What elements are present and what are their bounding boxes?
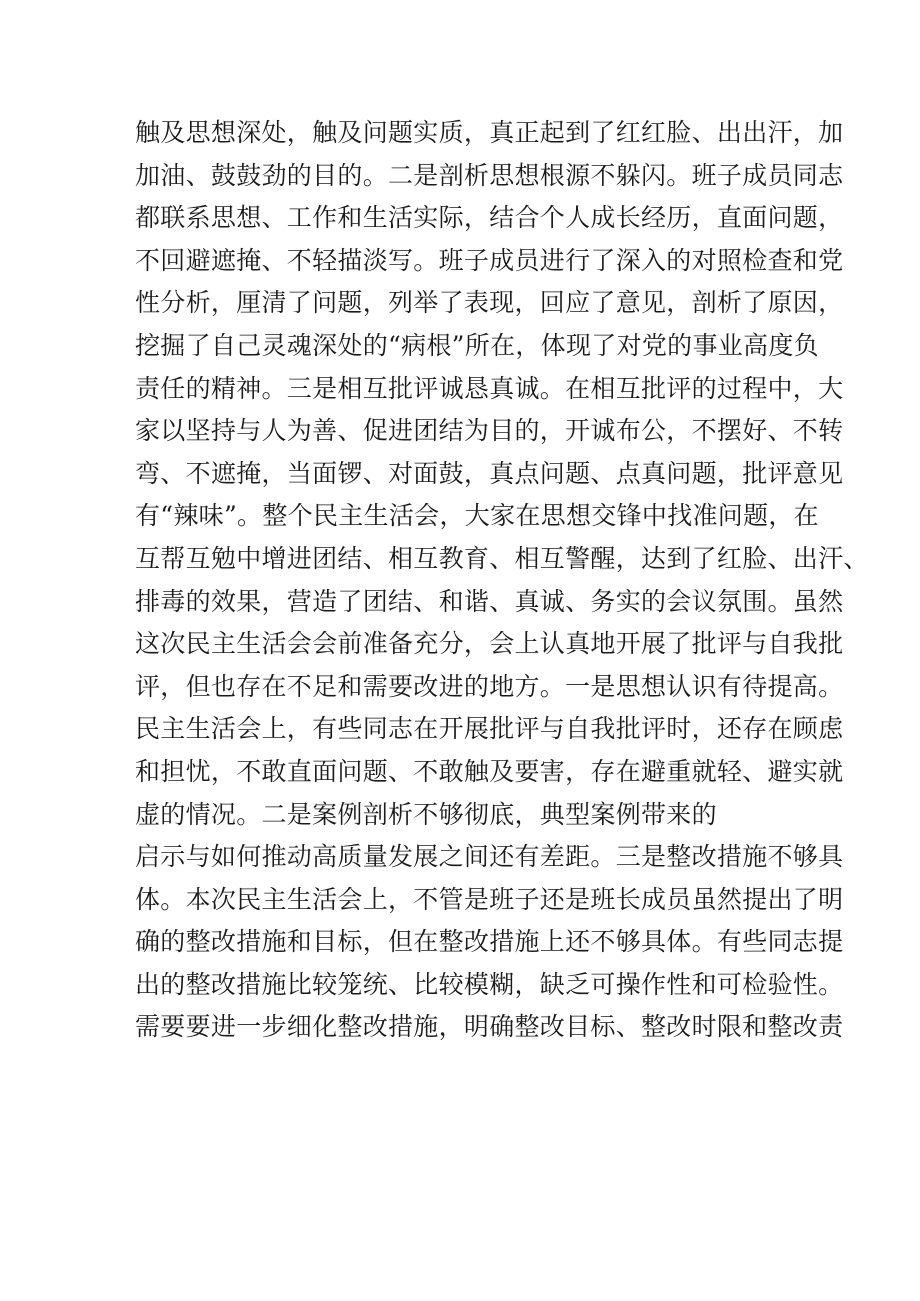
- text-line-17: 虚的情况。二是案例剖析不够彻底，典型案例带来的: [135, 799, 717, 829]
- text-line-1: 触及思想深处，触及问题实质，真正起到了红红脸、出出汗，加: [135, 118, 844, 147]
- text-line-5: 性分析，厘清了问题，列举了表现，回应了意见，剖析了原因，: [135, 288, 844, 318]
- text-line-20: 确的整改措施和目标，但在整改措施上还不够具体。有些同志提: [135, 927, 844, 957]
- text-line-11: 互帮互勉中增进团结、相互教育、相互警醒，达到了红脸、出汗、: [135, 543, 869, 573]
- text-line-2: 加油、鼓鼓劲的目的。二是剖析思想根源不躲闪。班子成员同志: [135, 160, 844, 190]
- text-line-19: 体。本次民主生活会上，不管是班子还是班长成员虽然提出了明: [135, 884, 844, 914]
- text-line-10: 有“辣味”。整个民主生活会，大家在思想交锋中找准问题，在: [135, 501, 819, 531]
- text-line-4: 不回避遮掩、不轻描淡写。班子成员进行了深入的对照检查和党: [135, 245, 844, 275]
- text-line-8: 家以坚持与人为善、促进团结为目的，开诚布公，不摆好、不转: [135, 416, 844, 446]
- text-line-12: 排毒的效果，营造了团结、和谐、真诚、务实的会议氛围。虽然: [135, 586, 844, 616]
- text-line-3: 都联系思想、工作和生活实际，结合个人成长经历，直面问题，: [135, 203, 844, 233]
- text-line-13: 这次民主生活会会前准备充分，会上认真地开展了批评与自我批: [135, 629, 844, 659]
- text-line-16: 和担忧，不敢直面问题、不敢触及要害，存在避重就轻、避实就: [135, 756, 844, 786]
- body-paragraph: [135, 112, 869, 1049]
- text-line-6: 挖掘了自己灵魂深处的“病根”所在，体现了对党的事业高度负: [135, 330, 819, 360]
- text-line-14: 评，但也存在不足和需要改进的地方。一是思想认识有待提高。: [135, 671, 844, 701]
- text-line-15: 民主生活会上，有些同志在开展批评与自我批评时，还存在顾虑: [135, 714, 844, 744]
- text-line-9: 弯、不遮掩，当面锣、对面鼓，真点问题、点真问题，批评意见: [135, 458, 844, 488]
- text-line-7: 责任的精神。三是相互批评诚恳真诚。在相互批评的过程中，大: [135, 373, 844, 403]
- text-line-21: 出的整改措施比较笼统、比较模糊，缺乏可操作性和可检验性。: [135, 969, 844, 999]
- text-line-22: 需要要进一步细化整改措施，明确整改目标、整改时限和整改责: [135, 1012, 844, 1042]
- text-line-18: 启示与如何推动高质量发展之间还有差距。三是整改措施不够具: [135, 842, 844, 872]
